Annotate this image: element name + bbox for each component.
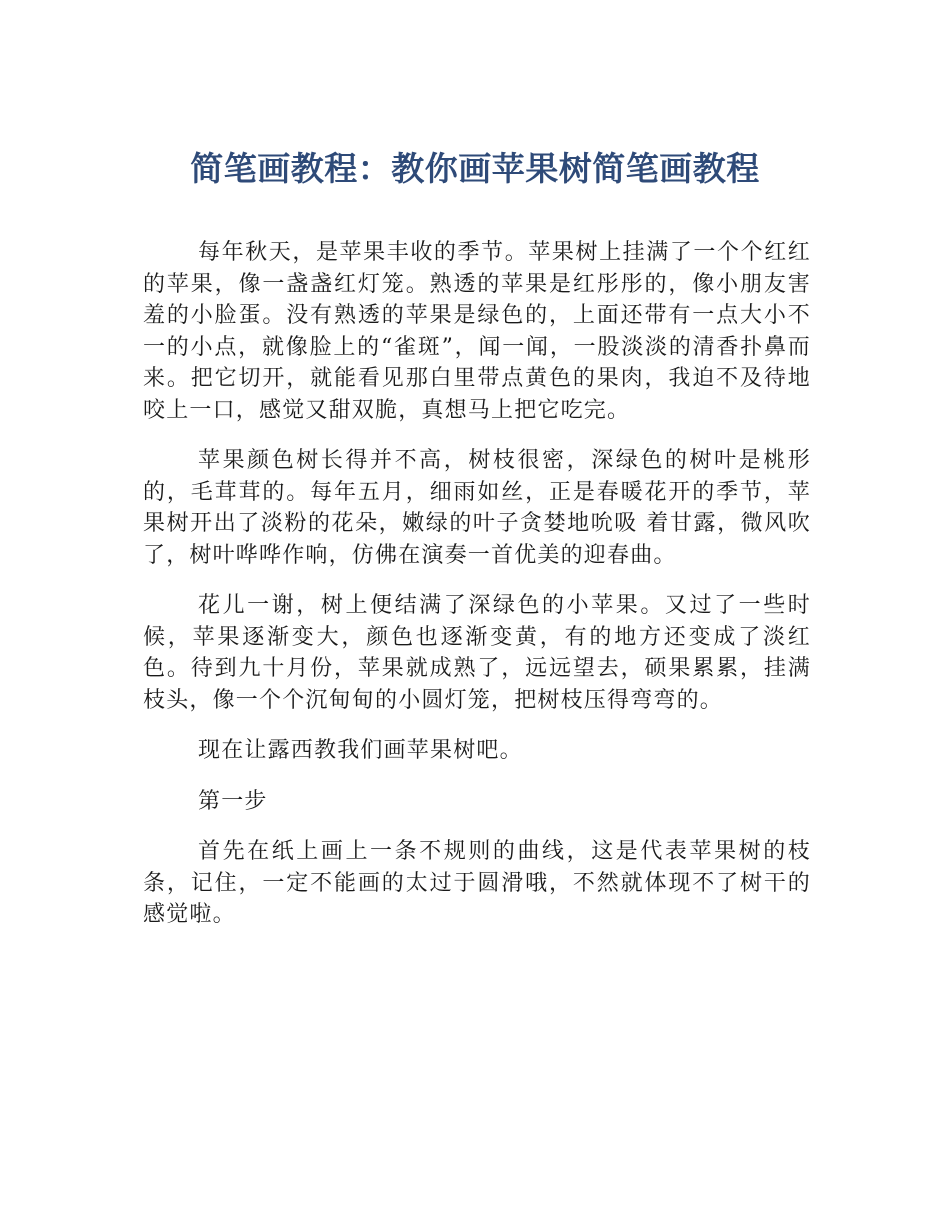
paragraph-apples-ripening: 花儿一谢，树上便结满了深绿色的小苹果。又过了一些时候，苹果逐渐变大，颜色也逐渐变黄，有的地方还变成了淡红色。待到九十月份，苹果就成熟了，远远望去，硕果累累，挂满枝头，像一个个沉甸甸的小圆灯笼，把树枝压得弯弯的。 <box>143 593 811 713</box>
step-heading-one: 第一步 <box>198 788 268 814</box>
paragraph-autumn-apples: 每年秋天，是苹果丰收的季节。苹果树上挂满了一个个红红的苹果，像一盏盏红灯笼。熟透的苹果是红彤彤的，像小朋友害羞的小脸蛋。没有熟透的苹果是绿色的，上面还带有一点大小不一的小点，就像脸上的“雀斑”，闻一闻，一股淡淡的清香扑鼻而来。把它切开，就能看见那白里带点黄色的果肉，我迫不及待地咬上一口，感觉又甜双脆，真想马上把它吃完。 <box>143 240 811 423</box>
document-title: 简笔画教程：教你画苹果树简笔画教程 <box>190 149 760 188</box>
paragraph-intro-drawing: 现在让露西教我们画苹果树吧。 <box>198 738 523 763</box>
document-body <box>143 237 811 950</box>
paragraph-apple-tree-spring: 苹果颜色树长得并不高，树枝很密，深绿色的树叶是桃形的，毛茸茸的。每年五月，细雨如丝，正是春暖花开的季节，苹果树开出了淡粉的花朵，嫩绿的叶子贪婪地吮吸 着甘露，微风吹了，树叶哗哗作响，仿佛在演奏一首优美的迎春曲。 <box>143 448 811 568</box>
paragraph-step-one: 首先在纸上画上一条不规则的曲线，这是代表苹果树的枝条，记住，一定不能画的太过于圆滑哦，不然就体现不了树干的感觉啦。 <box>143 839 811 927</box>
